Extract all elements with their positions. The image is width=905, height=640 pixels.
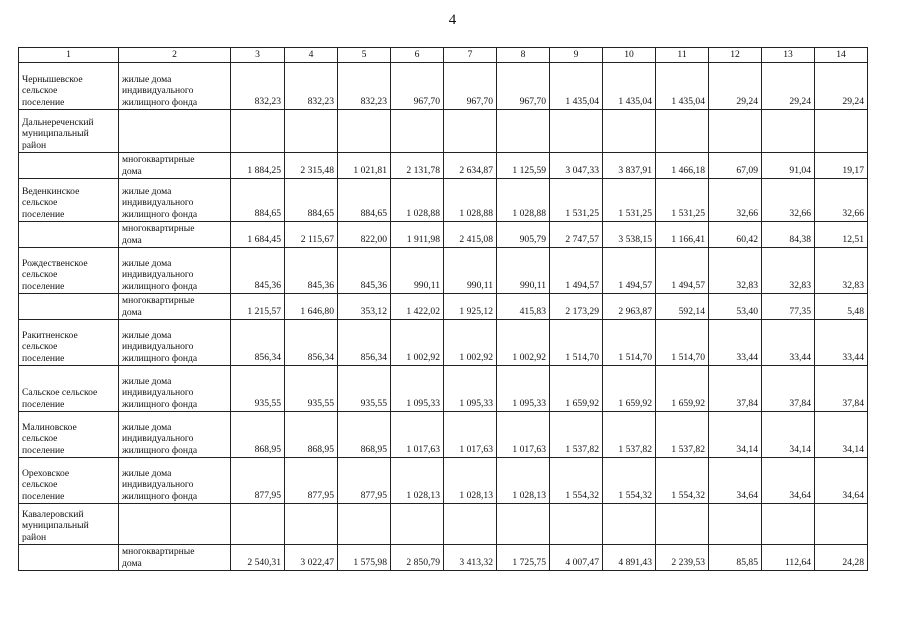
value-cell: 29,24 <box>709 63 762 110</box>
value-cell: 1 725,75 <box>497 545 550 571</box>
header-cell: 10 <box>603 48 656 63</box>
housing-type-line: дома <box>122 165 142 177</box>
value-cell: 32,83 <box>709 248 762 294</box>
value-cell <box>497 110 550 153</box>
value-cell: 3 022,47 <box>285 545 338 571</box>
value-cell: 77,35 <box>762 294 815 320</box>
value-cell: 1 002,92 <box>444 320 497 366</box>
settlement-name-line: Ореховское <box>22 467 70 479</box>
settlement-name-cell <box>19 248 119 294</box>
value-cell: 1 531,25 <box>550 179 603 222</box>
housing-type-cell <box>119 179 231 222</box>
value-cell: 1 514,70 <box>603 320 656 366</box>
settlement-name-line: поселение <box>22 96 65 108</box>
header-cell: 4 <box>285 48 338 63</box>
value-cell: 32,66 <box>709 179 762 222</box>
housing-type-line: жилые дома <box>122 421 172 433</box>
housing-type-line: жилищного фонда <box>122 444 198 456</box>
value-cell: 884,65 <box>338 179 391 222</box>
value-cell: 1 925,12 <box>444 294 497 320</box>
housing-type-line: жилищного фонда <box>122 280 198 292</box>
value-cell: 85,85 <box>709 545 762 571</box>
value-cell: 2 239,53 <box>656 545 709 571</box>
settlement-name-cell <box>19 179 119 222</box>
value-cell <box>231 504 285 545</box>
value-cell: 1 028,13 <box>391 458 444 504</box>
settlement-name-cell <box>19 545 119 571</box>
value-cell: 845,36 <box>338 248 391 294</box>
value-cell: 1 466,18 <box>656 153 709 179</box>
value-cell: 1 002,92 <box>391 320 444 366</box>
value-cell: 884,65 <box>231 179 285 222</box>
housing-type-line: индивидуального <box>122 433 194 444</box>
value-cell: 1 537,82 <box>550 412 603 458</box>
housing-type-line: жилые дома <box>122 73 172 85</box>
header-cell: 1 <box>19 48 119 63</box>
table-row <box>19 248 868 294</box>
settlement-name-line: Малиновское <box>22 421 77 433</box>
header-cell: 5 <box>338 48 391 63</box>
value-cell: 1 435,04 <box>603 63 656 110</box>
value-cell: 832,23 <box>285 63 338 110</box>
header-cell: 7 <box>444 48 497 63</box>
header-cell: 13 <box>762 48 815 63</box>
value-cell: 832,23 <box>338 63 391 110</box>
header-cell: 6 <box>391 48 444 63</box>
value-cell: 822,00 <box>338 222 391 248</box>
housing-type-cell <box>119 366 231 412</box>
housing-type-line: жилищного фонда <box>122 490 198 502</box>
value-cell <box>338 110 391 153</box>
value-cell: 32,66 <box>815 179 868 222</box>
table-row <box>19 110 868 153</box>
value-cell: 1 659,92 <box>603 366 656 412</box>
housing-type-line: индивидуального <box>122 479 194 490</box>
value-cell <box>656 504 709 545</box>
value-cell: 34,64 <box>709 458 762 504</box>
settlement-name-line: сельское <box>22 269 58 280</box>
value-cell: 1 537,82 <box>656 412 709 458</box>
table-row <box>19 412 868 458</box>
value-cell: 29,24 <box>815 63 868 110</box>
table-row <box>19 504 868 545</box>
value-cell: 3 837,91 <box>603 153 656 179</box>
settlement-name-line: район <box>22 531 47 543</box>
value-cell: 868,95 <box>338 412 391 458</box>
value-cell <box>709 110 762 153</box>
table-row <box>19 294 868 320</box>
value-cell: 856,34 <box>285 320 338 366</box>
value-cell: 877,95 <box>338 458 391 504</box>
value-cell: 1 514,70 <box>550 320 603 366</box>
value-cell: 3 047,33 <box>550 153 603 179</box>
settlement-name-line: сельское <box>22 85 58 96</box>
header-cell: 2 <box>119 48 231 63</box>
value-cell: 935,55 <box>231 366 285 412</box>
value-cell: 1 125,59 <box>497 153 550 179</box>
settlement-name-line: сельское <box>22 341 58 352</box>
value-cell: 34,14 <box>815 412 868 458</box>
settlement-name-line: муниципальный <box>22 128 89 139</box>
page-number: 4 <box>448 12 457 28</box>
value-cell: 2 963,87 <box>603 294 656 320</box>
housing-type-cell <box>119 248 231 294</box>
table-row <box>19 366 868 412</box>
value-cell: 832,23 <box>231 63 285 110</box>
value-cell <box>285 110 338 153</box>
value-cell <box>603 504 656 545</box>
settlement-name-line: сельское <box>22 479 58 490</box>
value-cell <box>231 110 285 153</box>
value-cell: 1 017,63 <box>444 412 497 458</box>
housing-type-line: многоквартирные <box>122 295 195 306</box>
value-cell <box>603 110 656 153</box>
value-cell: 33,44 <box>709 320 762 366</box>
housing-type-line: жилищного фонда <box>122 352 198 364</box>
value-cell: 1 095,33 <box>444 366 497 412</box>
value-cell: 2 747,57 <box>550 222 603 248</box>
value-cell: 12,51 <box>815 222 868 248</box>
value-cell: 19,17 <box>815 153 868 179</box>
housing-type-cell <box>119 63 231 110</box>
value-cell <box>550 110 603 153</box>
housing-type-line: жилищного фонда <box>122 208 198 220</box>
table-row <box>19 63 868 110</box>
value-cell: 2 415,08 <box>444 222 497 248</box>
housing-type-line: жилые дома <box>122 329 172 341</box>
value-cell: 2 131,78 <box>391 153 444 179</box>
value-cell: 1 028,13 <box>444 458 497 504</box>
housing-type-line: индивидуального <box>122 341 194 352</box>
value-cell: 1 435,04 <box>656 63 709 110</box>
value-cell: 967,70 <box>497 63 550 110</box>
settlement-name-line: Чернышевское <box>22 73 83 85</box>
settlement-name-cell <box>19 320 119 366</box>
table-row <box>19 458 868 504</box>
value-cell: 1 575,98 <box>338 545 391 571</box>
value-cell: 34,14 <box>762 412 815 458</box>
value-cell: 5,48 <box>815 294 868 320</box>
settlement-name-cell <box>19 366 119 412</box>
value-cell: 967,70 <box>391 63 444 110</box>
housing-type-line: жилые дома <box>122 257 172 269</box>
value-cell: 1 494,57 <box>603 248 656 294</box>
value-cell: 592,14 <box>656 294 709 320</box>
settlement-name-line: муниципальный <box>22 520 89 531</box>
value-cell: 1 028,88 <box>444 179 497 222</box>
value-cell: 112,64 <box>762 545 815 571</box>
settlement-name-cell <box>19 294 119 320</box>
value-cell: 32,83 <box>762 248 815 294</box>
value-cell: 34,14 <box>709 412 762 458</box>
value-cell: 1 531,25 <box>656 179 709 222</box>
value-cell: 34,64 <box>815 458 868 504</box>
housing-type-cell <box>119 545 231 571</box>
value-cell: 884,65 <box>285 179 338 222</box>
value-cell: 1 514,70 <box>656 320 709 366</box>
value-cell: 1 884,25 <box>231 153 285 179</box>
value-cell: 29,24 <box>762 63 815 110</box>
housing-type-line: индивидуального <box>122 269 194 280</box>
settlement-name-line: поселение <box>22 208 65 220</box>
settlement-name-cell <box>19 222 119 248</box>
value-cell: 1 166,41 <box>656 222 709 248</box>
settlement-name-line: район <box>22 139 47 151</box>
value-cell: 37,84 <box>709 366 762 412</box>
housing-type-line: дома <box>122 306 142 318</box>
settlement-name-cell <box>19 153 119 179</box>
settlement-name-line: Рождественское <box>22 257 88 269</box>
housing-type-cell <box>119 412 231 458</box>
value-cell <box>338 504 391 545</box>
value-cell <box>762 110 815 153</box>
settlement-name-line: Сальское сельское <box>22 387 98 398</box>
housing-type-line: жилые дома <box>122 375 172 387</box>
settlement-name-line: Дальнереченский <box>22 116 94 128</box>
settlement-name-line: поселение <box>22 490 65 502</box>
header-cell: 8 <box>497 48 550 63</box>
value-cell <box>815 110 868 153</box>
value-cell: 967,70 <box>444 63 497 110</box>
housing-type-cell <box>119 320 231 366</box>
value-cell <box>444 504 497 545</box>
table-row <box>19 222 868 248</box>
value-cell: 2 540,31 <box>231 545 285 571</box>
settlement-name-line: Ракитненское <box>22 329 78 341</box>
housing-type-cell <box>119 458 231 504</box>
value-cell: 845,36 <box>231 248 285 294</box>
settlement-name-line: сельское <box>22 197 58 208</box>
value-cell: 1 435,04 <box>550 63 603 110</box>
value-cell: 868,95 <box>231 412 285 458</box>
settlement-name-line: Кавалеровский <box>22 508 84 520</box>
value-cell: 1 911,98 <box>391 222 444 248</box>
value-cell: 1 017,63 <box>391 412 444 458</box>
value-cell: 1 494,57 <box>550 248 603 294</box>
settlement-name-cell <box>19 458 119 504</box>
value-cell <box>815 504 868 545</box>
value-cell: 1 028,88 <box>497 179 550 222</box>
header-cell: 14 <box>815 48 868 63</box>
value-cell <box>285 504 338 545</box>
settlement-name-cell <box>19 63 119 110</box>
value-cell: 856,34 <box>338 320 391 366</box>
header-cell: 11 <box>656 48 709 63</box>
value-cell: 1 554,32 <box>550 458 603 504</box>
value-cell <box>762 504 815 545</box>
housing-type-line: индивидуального <box>122 197 194 208</box>
value-cell: 1 684,45 <box>231 222 285 248</box>
header-row <box>19 48 868 63</box>
value-cell: 1 646,80 <box>285 294 338 320</box>
housing-type-cell <box>119 294 231 320</box>
value-cell: 84,38 <box>762 222 815 248</box>
value-cell: 37,84 <box>762 366 815 412</box>
value-cell: 32,66 <box>762 179 815 222</box>
header-cell: 3 <box>231 48 285 63</box>
value-cell: 353,12 <box>338 294 391 320</box>
settlement-name-line: поселение <box>22 444 65 456</box>
value-cell: 37,84 <box>815 366 868 412</box>
housing-type-line: многоквартирные <box>122 546 195 557</box>
value-cell <box>444 110 497 153</box>
value-cell: 1 028,88 <box>391 179 444 222</box>
value-cell: 1 017,63 <box>497 412 550 458</box>
value-cell: 1 422,02 <box>391 294 444 320</box>
housing-type-line: жилищного фонда <box>122 398 198 410</box>
settlement-name-cell <box>19 412 119 458</box>
value-cell: 1 659,92 <box>550 366 603 412</box>
value-cell: 1 028,13 <box>497 458 550 504</box>
housing-type-line: индивидуального <box>122 387 194 398</box>
housing-type-line: жилые дома <box>122 467 172 479</box>
table-row <box>19 545 868 571</box>
value-cell: 2 634,87 <box>444 153 497 179</box>
value-cell <box>391 110 444 153</box>
housing-type-cell <box>119 153 231 179</box>
value-cell: 4 007,47 <box>550 545 603 571</box>
value-cell: 990,11 <box>444 248 497 294</box>
table-row <box>19 179 868 222</box>
value-cell: 868,95 <box>285 412 338 458</box>
value-cell: 990,11 <box>497 248 550 294</box>
settlement-name-line: поселение <box>22 398 65 410</box>
table-row <box>19 320 868 366</box>
table-row <box>19 153 868 179</box>
value-cell: 845,36 <box>285 248 338 294</box>
settlement-name-cell <box>19 110 119 153</box>
value-cell: 856,34 <box>231 320 285 366</box>
value-cell: 415,83 <box>497 294 550 320</box>
value-cell: 2 850,79 <box>391 545 444 571</box>
value-cell: 1 659,92 <box>656 366 709 412</box>
housing-type-line: многоквартирные <box>122 223 195 234</box>
value-cell: 3 538,15 <box>603 222 656 248</box>
value-cell <box>656 110 709 153</box>
value-cell: 2 173,29 <box>550 294 603 320</box>
value-cell: 990,11 <box>391 248 444 294</box>
value-cell: 905,79 <box>497 222 550 248</box>
value-cell: 2 315,48 <box>285 153 338 179</box>
value-cell: 1 537,82 <box>603 412 656 458</box>
value-cell: 3 413,32 <box>444 545 497 571</box>
value-cell <box>709 504 762 545</box>
settlement-name-line: сельское <box>22 433 58 444</box>
header-cell: 12 <box>709 48 762 63</box>
settlement-name-line: поселение <box>22 352 65 364</box>
tariff-table <box>18 47 868 571</box>
value-cell <box>497 504 550 545</box>
header-cell: 9 <box>550 48 603 63</box>
value-cell: 67,09 <box>709 153 762 179</box>
settlement-name-line: поселение <box>22 280 65 292</box>
value-cell: 1 002,92 <box>497 320 550 366</box>
value-cell <box>550 504 603 545</box>
housing-type-line: многоквартирные <box>122 154 195 165</box>
value-cell: 91,04 <box>762 153 815 179</box>
settlement-name-cell <box>19 504 119 545</box>
value-cell: 34,64 <box>762 458 815 504</box>
housing-type-line: жилищного фонда <box>122 96 198 108</box>
value-cell: 1 215,57 <box>231 294 285 320</box>
value-cell: 1 531,25 <box>603 179 656 222</box>
value-cell: 60,42 <box>709 222 762 248</box>
value-cell: 935,55 <box>285 366 338 412</box>
value-cell <box>391 504 444 545</box>
value-cell: 2 115,67 <box>285 222 338 248</box>
value-cell: 24,28 <box>815 545 868 571</box>
value-cell: 1 095,33 <box>497 366 550 412</box>
housing-type-line: дома <box>122 234 142 246</box>
value-cell: 1 554,32 <box>603 458 656 504</box>
value-cell: 1 494,57 <box>656 248 709 294</box>
value-cell: 877,95 <box>231 458 285 504</box>
value-cell: 32,83 <box>815 248 868 294</box>
value-cell: 935,55 <box>338 366 391 412</box>
value-cell: 1 554,32 <box>656 458 709 504</box>
value-cell: 53,40 <box>709 294 762 320</box>
housing-type-line: дома <box>122 557 142 569</box>
housing-type-cell <box>119 504 231 545</box>
value-cell: 4 891,43 <box>603 545 656 571</box>
housing-type-line: жилые дома <box>122 185 172 197</box>
housing-type-line: индивидуального <box>122 85 194 96</box>
value-cell: 1 021,81 <box>338 153 391 179</box>
value-cell: 33,44 <box>762 320 815 366</box>
housing-type-cell <box>119 222 231 248</box>
value-cell: 1 095,33 <box>391 366 444 412</box>
settlement-name-line: Веденкинское <box>22 185 80 197</box>
value-cell: 33,44 <box>815 320 868 366</box>
value-cell: 877,95 <box>285 458 338 504</box>
housing-type-cell <box>119 110 231 153</box>
